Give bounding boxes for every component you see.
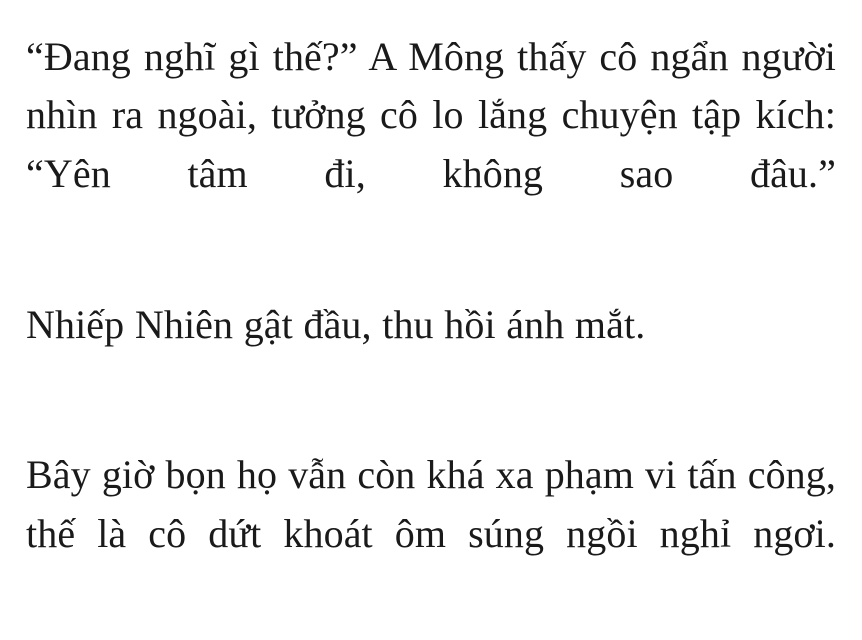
paragraph-1: “Đang nghĩ gì thế?” A Mông thấy cô ngẩn người nhìn ra ngoài, tưởng cô lo lắng chuyện tập kích: “Yên tâm đi, không sao đâu.” (26, 34, 836, 196)
paragraph-3: Bây giờ bọn họ vẫn còn khá xa phạm vi tấn công, thế là cô dứt khoát ôm súng ngồi nghỉ ngơi. (26, 452, 836, 556)
paragraph-2: Nhiếp Nhiên gật đầu, thu hồi ánh mắt. (26, 301, 646, 347)
